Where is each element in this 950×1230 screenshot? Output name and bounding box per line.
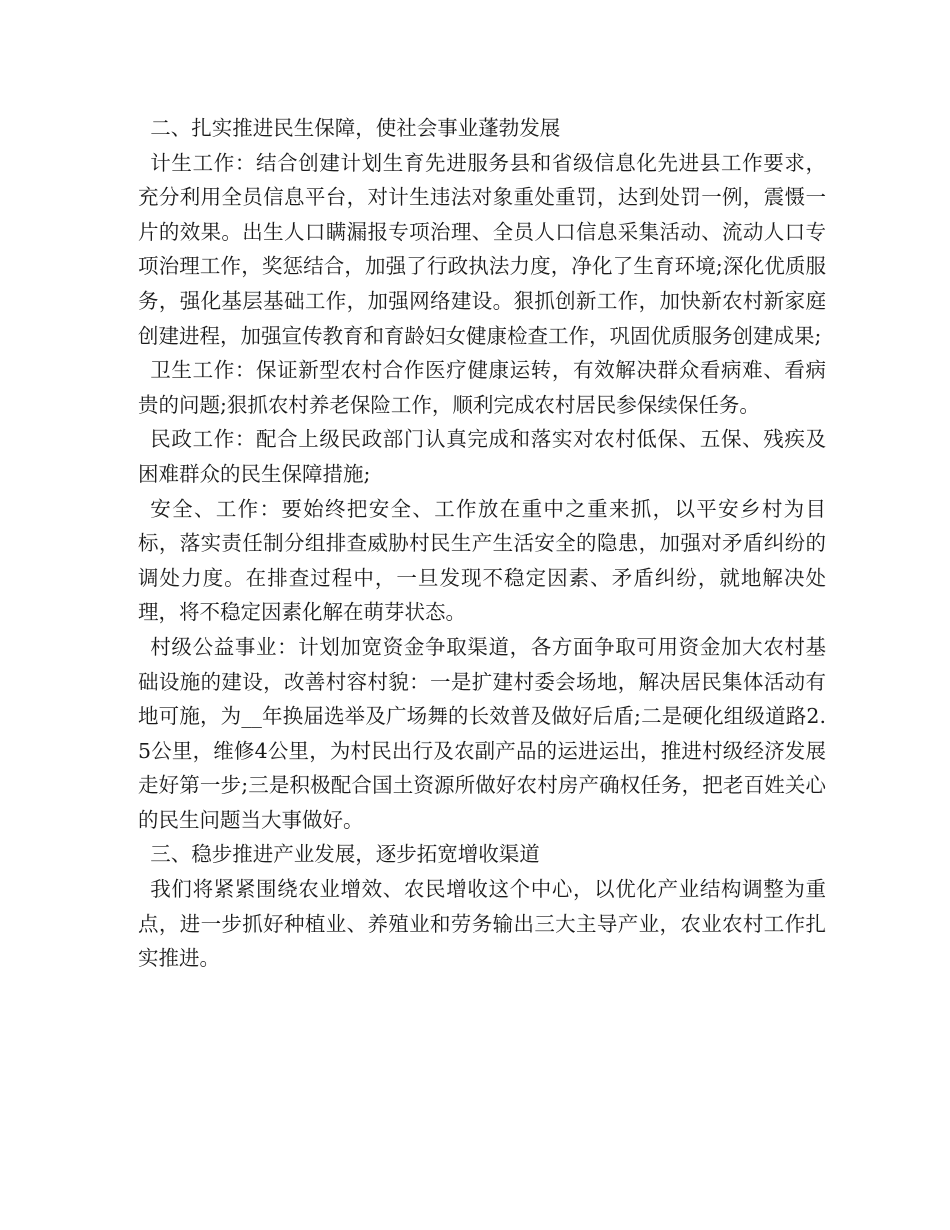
section-heading-3: 三、稳步推进产业发展，逐步拓宽增收渠道 <box>150 842 540 867</box>
paragraph-public-welfare: 村级公益事业：计划加宽资金争取渠道，各方面争取可用资金加大农村基础设施的建设，改善村容村貌：一是扩建村委会场地，解决居民集体活动有地可施，为__年换届选举及广场舞的长效普及做好后盾;二是硬化组级道路2.5公里，维修4公里，为村民出行及农副产品的运进运出，推进村级经济发展走好第一步;三是积极配合国土资源所做好农村房产确权任务，把老百姓关心的民生问题当大事做好。 <box>138 634 826 832</box>
paragraph-safety: 安全、工作：要始终把安全、工作放在重中之重来抓，以平安乡村为目标，落实责任制分组排查威胁村民生产生活安全的隐患，加强对矛盾纠纷的调处力度。在排查过程中，一旦发现不稳定因素、矛盾纠纷，就地解决处理，将不稳定因素化解在萌芽状态。 <box>138 496 826 625</box>
paragraph-industry: 我们将紧紧围绕农业增效、农民增收这个中心，以优化产业结构调整为重点，进一步抓好种植业、养殖业和劳务输出三大主导产业，农业农村工作扎实推进。 <box>138 877 826 971</box>
paragraph-health: 卫生工作：保证新型农村合作医疗健康运转，有效解决群众看病难、看病贵的问题;狠抓农村养老保险工作，顺利完成农村居民参保续保任务。 <box>138 358 826 417</box>
paragraph-civil-affairs: 民政工作：配合上级民政部门认真完成和落实对农村低保、五保、残疾及困难群众的民生保障措施; <box>138 427 826 486</box>
document-body <box>138 111 826 976</box>
paragraph-family-planning: 计生工作：结合创建计划生育先进服务县和省级信息化先进县工作要求，充分利用全员信息平台，对计生违法对象重处重罚，达到处罚一例，震慑一片的效果。出生人口瞒漏报专项治理、全员人口信息采集活动、流动人口专项治理工作，奖惩结合，加强了行政执法力度，净化了生育环境;深化优质服务，强化基层基础工作，加强网络建设。狠抓创新工作，加快新农村新家庭创建进程，加强宣传教育和育龄妇女健康检查工作，巩固优质服务创建成果; <box>138 150 826 348</box>
section-heading-2: 二、扎实推进民生保障，使社会事业蓬勃发展 <box>150 116 561 140</box>
